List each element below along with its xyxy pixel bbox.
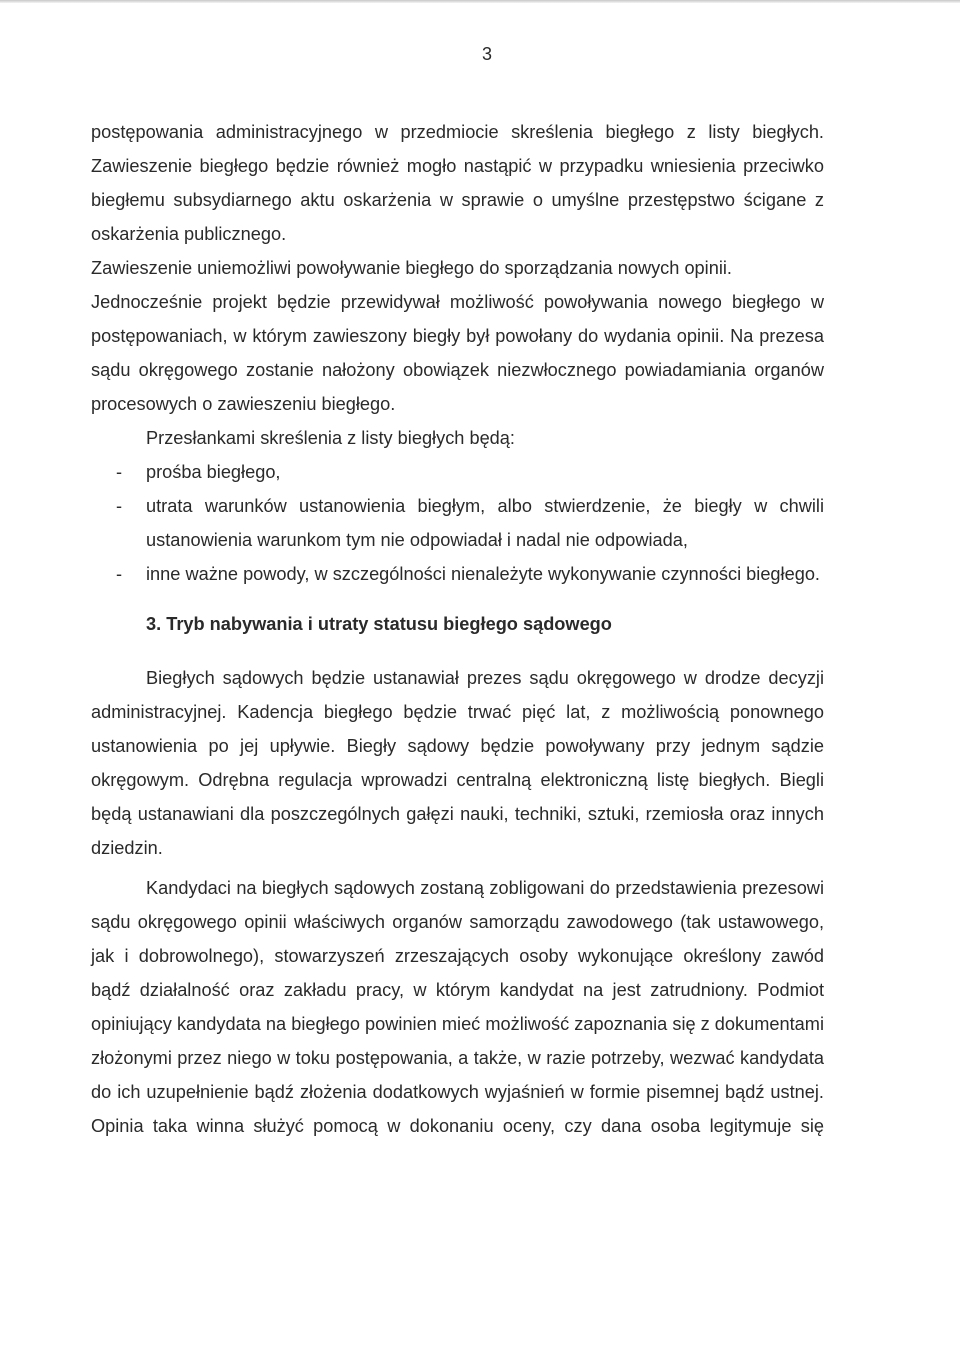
list-dash: - bbox=[116, 496, 123, 516]
list-item-text: inne ważne powody, w szczególności nienależyte wykonywanie czynności biegłego. bbox=[146, 564, 820, 584]
list-item-text: prośba biegłego, bbox=[146, 462, 281, 482]
page-number: 3 bbox=[481, 44, 492, 64]
paragraph-suspension-grounds: postępowania administracyjnego w przedmiocie skreślenia biegłego z listy biegłych. Zawieszenie biegłego będzie również mogło nastąpić w przypadku wniesienia przeciwko biegłemu subsydiarnego aktu oskarżenia w sprawie o umyślne przestępstwo ścigane z oskarżenia publicznego. bbox=[91, 122, 824, 244]
document-body bbox=[91, 115, 824, 1143]
list-dash: - bbox=[116, 564, 123, 584]
list-dash: - bbox=[116, 462, 123, 482]
list-item-text: utrata warunków ustanowienia biegłym, albo stwierdzenie, że biegły w chwili ustanowienia warunkom tym nie odpowiadał i nadal nie odpowiada, bbox=[146, 496, 824, 550]
list-item bbox=[91, 557, 824, 591]
list-item bbox=[91, 455, 824, 489]
top-edge-rule bbox=[0, 0, 960, 3]
paragraph-suspension-effect: Zawieszenie uniemożliwi powoływanie biegłego do sporządzania nowych opinii. bbox=[91, 258, 732, 278]
paragraph-appointment-procedure: Biegłych sądowych będzie ustanawiał prezes sądu okręgowego w drodze decyzji administracyjnej. Kadencja biegłego będzie trwać pięć lat, z możliwością ponownego ustanowienia po jej upływie. Biegły sądowy będzie powoływany przy jednym sądzie okręgowym. Odrębna regulacja wprowadzi centralną elektroniczną listę biegłych. Biegli będą ustanawiani dla poszczególnych gałęzi nauki, techniki, sztuki, rzemiosła oraz innych dziedzin. bbox=[91, 668, 824, 858]
section-heading: 3. Tryb nabywania i utraty statusu biegłego sądowego bbox=[146, 614, 612, 634]
removal-conditions-list bbox=[91, 455, 824, 591]
list-item bbox=[91, 489, 824, 557]
paragraph-new-expert-appointment: Jednocześnie projekt będzie przewidywał możliwość powoływania nowego biegłego w postępowaniach, w którym zawieszony biegły był powołany do wydania opinii. Na prezesa sądu okręgowego zostanie nałożony obowiązek niezwłocznego powiadamiania organów procesowych o zawieszeniu biegłego. bbox=[91, 292, 824, 414]
paragraph-removal-conditions-intro: Przesłankami skreślenia z listy biegłych będą: bbox=[146, 428, 515, 448]
paragraph-candidate-opinions: Kandydaci na biegłych sądowych zostaną zobligowani do przedstawienia prezesowi sądu okręgowego opinii właściwych organów samorządu zawodowego (tak ustawowego, jak i dobrowolnego), stowarzyszeń zrzeszających osoby wykonujące określony zawód bądź działalność oraz zakładu pracy, w którym kandydat na jest zatrudniony. Podmiot opiniujący kandydata na biegłego powinien mieć możliwość zapoznania się z dokumentami złożonymi przez niego w toku postępowania, a także, w razie potrzeby, wezwać kandydata do ich uzupełnienie bądź złożenia dodatkowych wyjaśnień w formie pisemnej bądź ustnej. Opinia taka winna służyć pomocą w dokonaniu oceny, czy dana osoba legitymuje się bbox=[91, 878, 824, 1136]
